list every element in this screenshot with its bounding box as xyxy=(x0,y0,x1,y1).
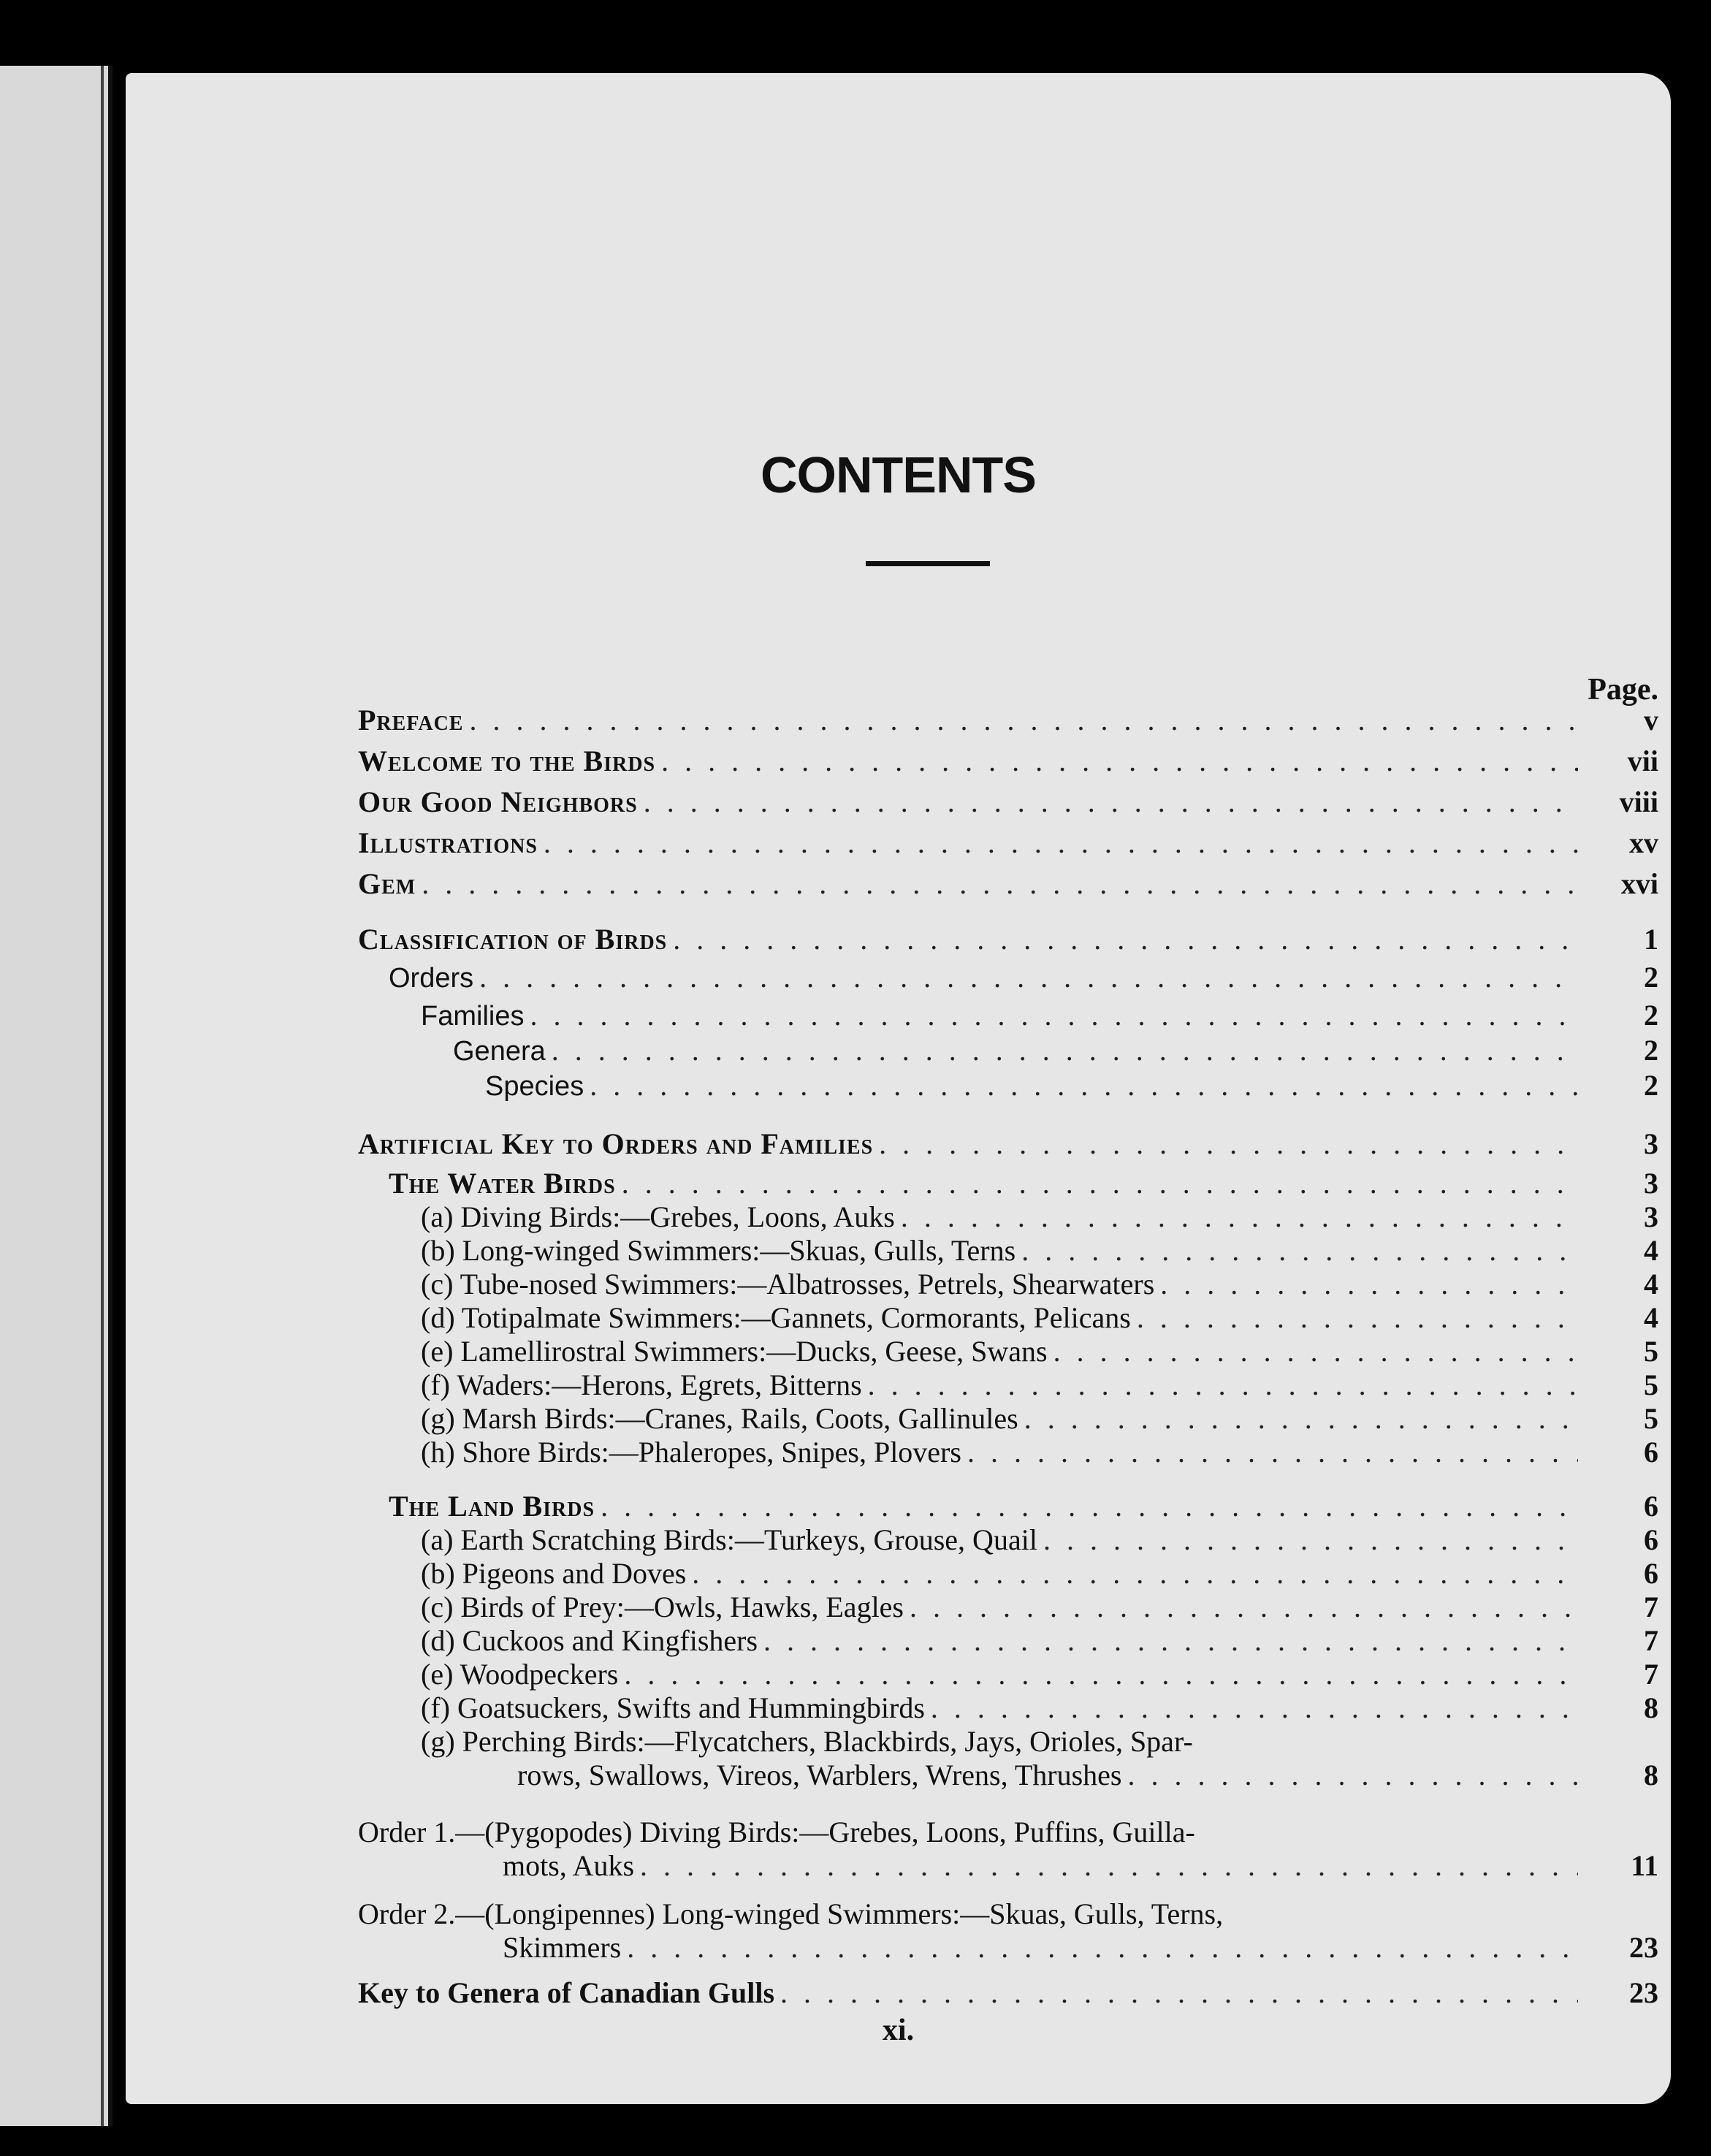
leader-dots xyxy=(673,922,1578,956)
toc-entry-label: mots, Auks xyxy=(503,1849,635,1882)
leader-dots xyxy=(552,1033,1578,1067)
toc-entry-page: 23 xyxy=(1629,1931,1658,1964)
leader-dots xyxy=(1024,1401,1578,1436)
toc-entry-page: xv xyxy=(1629,826,1658,859)
toc-entry-label: (h) Shore Birds:—Phaleropes, Snipes, Plovers xyxy=(421,1436,961,1469)
toc-entry[interactable] xyxy=(358,1435,1658,1473)
toc-entry-page: 8 xyxy=(1644,1759,1658,1791)
toc-entry-label: (c) Tube-nosed Swimmers:—Albatrosses, Petrels, Shearwaters xyxy=(421,1268,1155,1300)
toc-entry[interactable] xyxy=(358,1590,1658,1628)
toc-entry-page: 4 xyxy=(1644,1234,1658,1267)
toc-entry-label: Families xyxy=(421,1001,525,1032)
toc-entry[interactable] xyxy=(358,866,1658,904)
book-spine xyxy=(0,66,113,2126)
toc-entry[interactable] xyxy=(358,1300,1658,1338)
toc-entry-label: Species xyxy=(485,1071,584,1102)
toc-entry-page: v xyxy=(1644,704,1658,736)
toc-entry[interactable] xyxy=(358,703,1658,741)
leader-dots xyxy=(640,1848,1578,1883)
toc-entry-label: Genera xyxy=(453,1036,546,1067)
toc-entry[interactable] xyxy=(358,1556,1658,1594)
toc-entry[interactable] xyxy=(358,1068,1658,1106)
toc-entry-line1: Order 2.—(Longipennes) Long-winged Swimmers:—Skuas, Gulls, Terns, xyxy=(358,1897,1224,1930)
leader-dots xyxy=(1137,1300,1578,1335)
leader-dots xyxy=(644,785,1578,819)
leader-dots xyxy=(1128,1758,1579,1792)
leader-dots xyxy=(661,744,1578,778)
toc-entry-label: rows, Swallows, Vireos, Warblers, Wrens, Thrushes xyxy=(517,1759,1122,1791)
toc-entry-label: (g) Marsh Birds:—Cranes, Rails, Coots, Gallinules xyxy=(421,1402,1018,1435)
toc-entry-page: 3 xyxy=(1644,1167,1658,1200)
leader-dots xyxy=(530,998,1578,1032)
leader-dots xyxy=(624,1657,1578,1691)
toc-entry-page: 6 xyxy=(1644,1523,1658,1556)
toc-entry-page: 23 xyxy=(1629,1976,1658,2009)
toc-entry[interactable] xyxy=(358,1758,1658,1796)
toc-entry-page: 6 xyxy=(1644,1436,1658,1469)
leader-dots xyxy=(1021,1233,1578,1268)
toc-entry-page: 6 xyxy=(1644,1490,1658,1523)
toc-entry-page: 5 xyxy=(1644,1335,1658,1368)
toc-entry-label: Preface xyxy=(358,704,464,736)
toc-entry-page: 5 xyxy=(1644,1368,1658,1401)
book-page xyxy=(126,73,1671,2104)
toc-entry-page: 7 xyxy=(1644,1624,1658,1657)
toc-entry-label: (b) Pigeons and Doves xyxy=(421,1557,687,1590)
toc-entry-label: The Water Birds xyxy=(389,1167,616,1200)
leader-dots xyxy=(931,1691,1578,1725)
toc-entry-label: Key to Genera of Canadian Gulls xyxy=(358,1976,775,2009)
leader-dots xyxy=(469,703,1578,737)
toc-entry-label: (e) Woodpeckers xyxy=(421,1658,619,1691)
toc-entry[interactable] xyxy=(358,1200,1658,1238)
toc-entry-page: 4 xyxy=(1644,1301,1658,1334)
leader-dots xyxy=(627,1930,1578,1965)
toc-entry-label: (e) Lamellirostral Swimmers:—Ducks, Geese, Swans xyxy=(421,1335,1048,1368)
toc-entry[interactable] xyxy=(358,1233,1658,1271)
toc-entry-label: (a) Diving Birds:—Grebes, Loons, Auks xyxy=(421,1200,895,1233)
toc-entry[interactable] xyxy=(358,1127,1658,1165)
leader-dots xyxy=(692,1556,1578,1591)
leader-dots xyxy=(910,1590,1578,1624)
toc-entry-label: (b) Long-winged Swimmers:—Skuas, Gulls, Terns xyxy=(421,1234,1016,1267)
toc-entry[interactable] xyxy=(358,1166,1658,1204)
toc-entry-label: Orders xyxy=(389,963,474,994)
toc-entry[interactable] xyxy=(358,1368,1658,1406)
toc-entry-page: 7 xyxy=(1644,1658,1658,1691)
leader-dots xyxy=(544,826,1578,860)
toc-entry[interactable] xyxy=(358,960,1658,998)
toc-entry[interactable] xyxy=(358,922,1658,960)
toc-entry-line1: (g) Perching Birds:—Flycatchers, Blackbirds, Jays, Orioles, Spar- xyxy=(421,1725,1193,1758)
leader-dots xyxy=(590,1068,1578,1102)
leader-dots xyxy=(1043,1523,1578,1557)
toc-entry-page: 8 xyxy=(1644,1691,1658,1724)
toc-entry-page: 7 xyxy=(1644,1591,1658,1623)
leader-dots xyxy=(780,1976,1578,2010)
toc-entry-label: (f) Goatsuckers, Swifts and Hummingbirds xyxy=(421,1691,925,1724)
leader-dots xyxy=(601,1489,1578,1523)
toc-entry-label: (d) Cuckoos and Kingfishers xyxy=(421,1624,758,1657)
toc-entry[interactable] xyxy=(358,1976,1658,2014)
leader-dots xyxy=(1053,1334,1578,1368)
toc-entry[interactable] xyxy=(358,1691,1658,1729)
toc-entry[interactable] xyxy=(358,1623,1658,1661)
toc-entry[interactable] xyxy=(358,826,1658,864)
toc-entry-page: 11 xyxy=(1631,1849,1658,1882)
toc-entry[interactable] xyxy=(358,1489,1658,1527)
toc-entry[interactable] xyxy=(358,744,1658,782)
toc-entry-label: Gem xyxy=(358,867,416,900)
toc-entry[interactable] xyxy=(358,1267,1658,1305)
toc-entry-label: (f) Waders:—Herons, Egrets, Bitterns xyxy=(421,1368,862,1401)
toc-entry-line1: Order 1.—(Pygopodes) Diving Birds:—Grebes, Loons, Puffins, Guilla- xyxy=(358,1816,1195,1848)
toc-entry-label: The Land Birds xyxy=(389,1490,595,1523)
toc-entry-page: 2 xyxy=(1644,1069,1658,1102)
toc-entry-label: (a) Earth Scratching Birds:—Turkeys, Grouse, Quail xyxy=(421,1523,1037,1556)
toc-entry[interactable] xyxy=(358,1657,1658,1695)
leader-dots xyxy=(1160,1267,1578,1301)
toc-entry-label: Illustrations xyxy=(358,826,538,859)
toc-entry[interactable] xyxy=(358,1523,1658,1561)
toc-entry-page: 4 xyxy=(1644,1268,1658,1300)
toc-entry[interactable] xyxy=(358,998,1658,1036)
toc-entry-page: xvi xyxy=(1620,867,1658,900)
toc-entry-label: Our Good Neighbors xyxy=(358,785,638,818)
leader-dots xyxy=(879,1127,1578,1161)
leader-dots xyxy=(967,1435,1578,1469)
toc-entry-label: (c) Birds of Prey:—Owls, Hawks, Eagles xyxy=(421,1591,904,1623)
toc-entry[interactable] xyxy=(358,785,1658,823)
leader-dots xyxy=(763,1623,1578,1658)
toc-entry-label: Classification of Birds xyxy=(358,923,668,956)
toc-entry-page: 3 xyxy=(1644,1200,1658,1233)
toc-entry-page: 6 xyxy=(1644,1557,1658,1590)
toc-entry[interactable] xyxy=(358,1930,1658,1968)
toc-entry[interactable] xyxy=(358,1334,1658,1372)
toc-entry-page: 3 xyxy=(1644,1127,1658,1160)
page-number: xi. xyxy=(882,2014,915,2047)
toc-entry-page: viii xyxy=(1619,785,1658,818)
leader-dots xyxy=(422,866,1578,901)
toc-entry[interactable] xyxy=(358,1033,1658,1071)
page-column-heading: Page. xyxy=(1588,673,1658,706)
toc-entry-page: vii xyxy=(1627,744,1658,777)
toc-entry[interactable] xyxy=(358,1401,1658,1439)
page-title: CONTENTS xyxy=(761,446,1036,503)
leader-dots xyxy=(479,960,1578,994)
toc-entry-label: (d) Totipalmate Swimmers:—Gannets, Cormorants, Pelicans xyxy=(421,1301,1131,1334)
leader-dots xyxy=(868,1368,1578,1402)
leader-dots xyxy=(622,1166,1578,1200)
title-rule xyxy=(866,561,990,566)
toc-entry-label: Skimmers xyxy=(503,1931,622,1964)
toc-entry-page: 1 xyxy=(1644,923,1658,956)
toc-entry-page: 5 xyxy=(1644,1402,1658,1435)
toc-entry-page: 2 xyxy=(1644,999,1658,1032)
toc-entry-page: 2 xyxy=(1644,1034,1658,1067)
toc-entry[interactable] xyxy=(358,1848,1658,1886)
toc-entry-label: Welcome to the Birds xyxy=(358,744,656,777)
leader-dots xyxy=(901,1200,1578,1234)
toc-entry-page: 2 xyxy=(1644,961,1658,994)
toc-entry-label: Artificial Key to Orders and Families xyxy=(358,1127,874,1160)
